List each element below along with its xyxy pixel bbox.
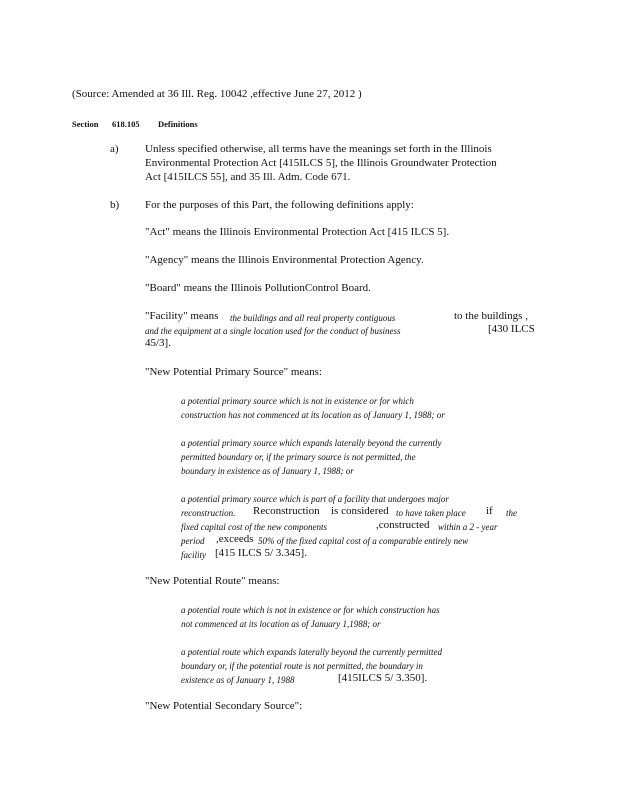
npps-item-1-line-2: construction has not commenced at its location as of January 1, 1988; or bbox=[181, 410, 445, 420]
definition-act: "Act" means the Illinois Environmental Protection Act [415 ILCS 5]. bbox=[145, 226, 450, 238]
facility-citation-end: 45/3]. bbox=[145, 337, 171, 349]
npr-item-2-citation: [415ILCS 5/ 3.350]. bbox=[338, 672, 428, 684]
npps-item-2-line-2: permitted boundary or, if the primary source is not permitted, the bbox=[181, 452, 416, 462]
npps-item-3-citation: [415 ILCS 5/ 3.345]. bbox=[215, 547, 307, 559]
source-note: (Source: Amended at 36 Ill. Reg. 10042 ,effective June 27, 2012 ) bbox=[72, 88, 362, 100]
section-title: Definitions bbox=[158, 119, 198, 129]
definition-board: "Board" means the Illinois PollutionControl Board. bbox=[145, 282, 371, 294]
npr-item-1-line-1: a potential route which is not in existence or for which construction has bbox=[181, 605, 440, 615]
npps-item-2-line-1: a potential primary source which expands laterally beyond the currently bbox=[181, 438, 442, 448]
para-a-line-1: Unless specified otherwise, all terms have the meanings set forth in the Illinois bbox=[145, 143, 492, 155]
npps-item-3-period: period bbox=[181, 536, 205, 546]
npps-item-3-line-1: a potential primary source which is part of a facility that undergoes major bbox=[181, 494, 449, 504]
para-b-label: b) bbox=[110, 199, 120, 211]
npr-item-2-line-2: boundary or, if the potential route is not permitted, the boundary in bbox=[181, 661, 423, 671]
npps-item-3-term: Reconstruction bbox=[253, 505, 320, 517]
section-number: 618.105 bbox=[112, 119, 140, 129]
para-a-line-2: Environmental Protection Act [415ILCS 5], the Illinois Groundwater Protection bbox=[145, 157, 497, 169]
facility-term: "Facility" means bbox=[145, 310, 219, 322]
facility-def-part-3: and the equipment at a single location used for the conduct of business bbox=[145, 326, 401, 336]
npps-item-2-line-3: boundary in existence as of January 1, 1988; or bbox=[181, 466, 354, 476]
npr-item-1-line-2: not commenced at its location as of January 1,1988; or bbox=[181, 619, 381, 629]
definition-agency: "Agency" means the Illinois Environmental Protection Agency. bbox=[145, 254, 424, 266]
para-a-line-3: Act [415ILCS 55], and 35 Ill. Adm. Code 671. bbox=[145, 171, 351, 183]
npr-item-2-line-3: existence as of January 1, 1988 bbox=[181, 675, 295, 685]
nps-heading: "New Potential Secondary Source": bbox=[145, 700, 303, 712]
facility-citation: [430 ILCS bbox=[488, 323, 535, 335]
npps-item-3-line-3a: fixed capital cost of the new components bbox=[181, 522, 327, 532]
npps-item-3-exceeds: ,exceeds bbox=[216, 533, 254, 545]
npps-heading: "New Potential Primary Source" means: bbox=[145, 366, 322, 378]
facility-def-part-2: to the buildings , bbox=[454, 310, 528, 322]
npps-item-1-line-1: a potential primary source which is not in existence or for which bbox=[181, 396, 414, 406]
npr-heading: "New Potential Route" means: bbox=[145, 575, 280, 587]
para-a-label: a) bbox=[110, 143, 119, 155]
section-label: Section bbox=[72, 119, 99, 129]
npps-item-3-constructed: ,constructed bbox=[376, 519, 430, 531]
para-b-intro: For the purposes of this Part, the following definitions apply: bbox=[145, 199, 414, 211]
npr-item-2-line-1: a potential route which expands laterally beyond the currently permitted bbox=[181, 647, 443, 657]
npps-item-3-line-4c: 50% of the fixed capital cost of a comparable entirely new bbox=[258, 536, 469, 546]
npps-item-3-if: if bbox=[486, 505, 493, 517]
facility-def-part-1: the buildings and all real property contiguous bbox=[230, 313, 396, 323]
npps-item-3-taken-place: to have taken place bbox=[396, 508, 466, 518]
npps-item-3-within: within a 2 - year bbox=[438, 522, 498, 532]
npps-item-3-the: the bbox=[506, 508, 517, 518]
npps-item-3-reconstruction: reconstruction. bbox=[181, 508, 236, 518]
npps-item-3-facility: facility bbox=[181, 550, 206, 560]
npps-item-3-is-considered: is considered bbox=[331, 505, 389, 517]
